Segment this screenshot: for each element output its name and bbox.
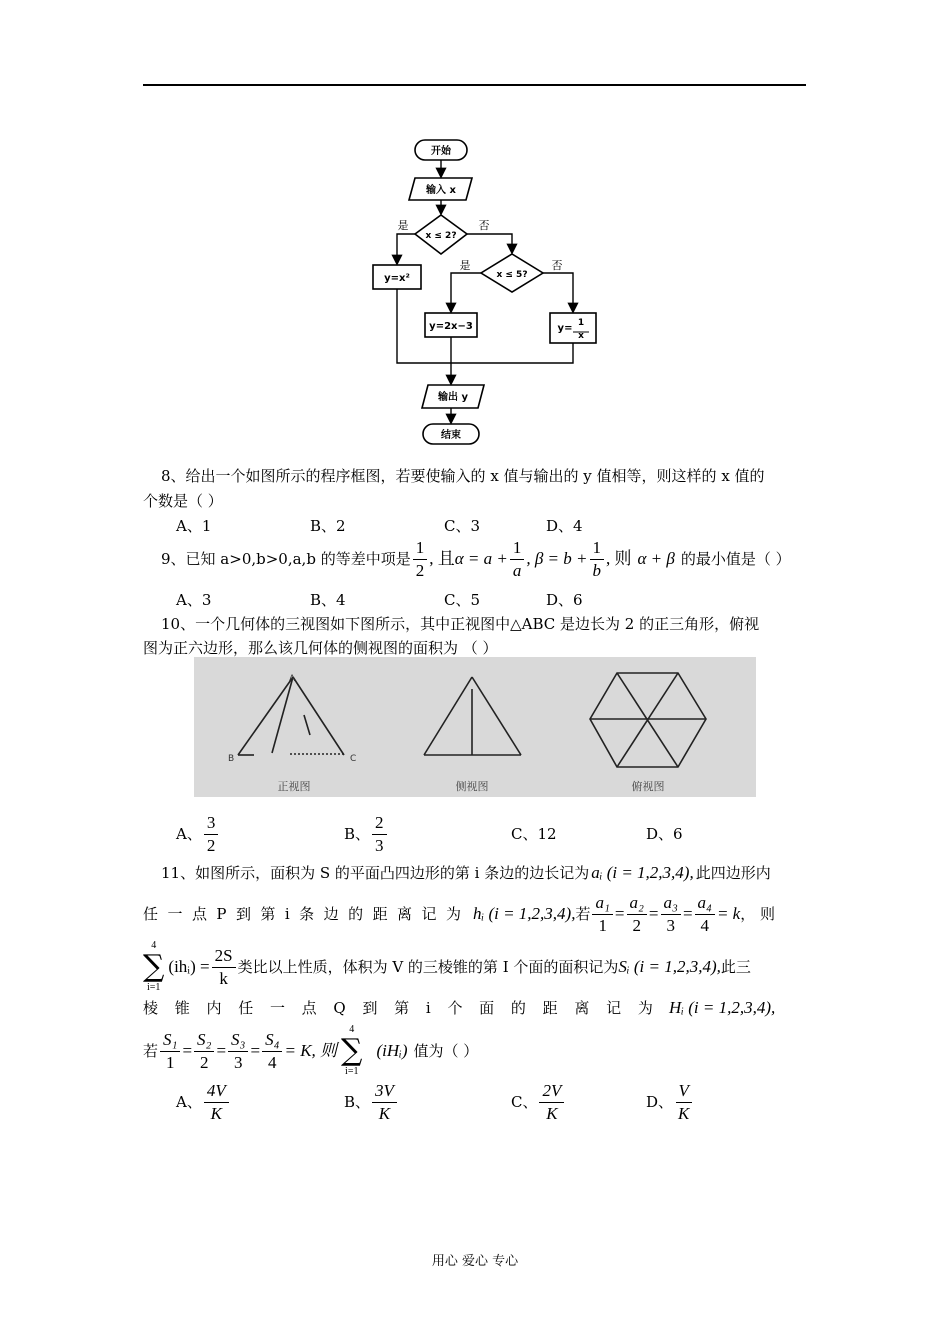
q9-inv-b — [590, 538, 605, 581]
q11-line5-tail: 值为（ ） — [413, 1042, 479, 1060]
q11-option-label: B、 — [344, 1093, 371, 1111]
q11-line2-chars — [143, 904, 461, 924]
q9-inv-a — [510, 538, 525, 581]
flowchart — [360, 130, 610, 450]
header-rule — [143, 84, 806, 86]
q11-line2-char: 的 — [348, 905, 364, 923]
q10-option-b-fraction — [372, 813, 387, 856]
q11-line5 — [143, 1024, 478, 1078]
q11-line3-expr: (ihᵢ) = — [168, 957, 210, 976]
q9-mid1: , 且 — [429, 549, 455, 568]
q10-option-d: D、6 — [646, 825, 683, 843]
q11-line1-tail: 此四边形内 — [695, 864, 771, 882]
flow-yes-1: 是 — [397, 219, 409, 232]
q8-option-b: B、2 — [310, 517, 346, 535]
flow-cond1-text: x ≤ 2? — [425, 231, 457, 241]
q9-half-num: 1 — [413, 538, 428, 560]
q9-alpha-expr: α = a + — [454, 549, 508, 568]
q11-s-ratios — [158, 1030, 284, 1073]
three-view-drawings — [194, 657, 756, 797]
flow-box2-text: y=2x−3 — [429, 321, 473, 332]
q10-option-a-den: 2 — [206, 835, 216, 855]
q9-stem — [161, 536, 791, 582]
q11-line4-char: 记 — [606, 999, 622, 1017]
q11-option-num: 4V — [204, 1081, 229, 1103]
flow-no-2: 否 — [551, 259, 563, 272]
q11-line3-math: Sᵢ (i = 1,2,3,4), — [618, 957, 721, 976]
q11-a-ratio-fraction — [592, 893, 612, 936]
q9-prefix: 9、已知 a>0,b>0,a,b 的等差中项是 — [161, 550, 411, 568]
q11-option-label: D、 — [646, 1093, 674, 1111]
q9-option-d: D、6 — [546, 591, 583, 609]
q11-line2-ze: ， 则 — [740, 905, 776, 923]
q9-option-b: B、4 — [310, 591, 346, 609]
q11-s-ratio-num: S₃ — [228, 1030, 248, 1052]
q10-line2: 图为正六边形，那么该几何体的侧视图的面积为 （ ） — [143, 639, 498, 657]
fig-label-side: 侧视图 — [455, 780, 489, 793]
q11-option-label: A、 — [176, 1093, 202, 1111]
q11-line2-char: P — [216, 905, 227, 923]
q11-a-ratio-fraction — [695, 893, 715, 936]
fig-label-front: 正视图 — [277, 780, 311, 793]
q11-option-a — [176, 1078, 231, 1126]
q11-line2-char: 一 — [167, 905, 183, 923]
flow-box1-text: y=x² — [384, 273, 410, 284]
fig-letter-b: B — [228, 754, 235, 764]
flow-cond2-text: x ≤ 5? — [496, 270, 528, 280]
flow-box3-lhs: y= — [557, 323, 573, 334]
q11-line1 — [161, 860, 771, 886]
fig-letter-c: C — [350, 754, 357, 764]
q11-option-label: C、 — [511, 1093, 538, 1111]
q9-tail2: 的最小值是（ ） — [680, 550, 791, 568]
q11-a-ratio-num: a₂ — [627, 893, 647, 915]
q11-line2-char: 任 — [143, 905, 159, 923]
q11-s-ratio-den: 2 — [199, 1052, 209, 1072]
fig-letter-a: A — [289, 674, 296, 684]
q11-line2-char: 第 — [260, 905, 276, 923]
q9-inv-a-den: a — [512, 560, 522, 580]
flow-end-text: 结束 — [441, 430, 461, 441]
q11-line4-char: 面 — [479, 999, 495, 1017]
q11-option-den: K — [210, 1103, 222, 1123]
q11-option-d — [646, 1078, 694, 1126]
flow-box3-den: x — [578, 331, 584, 341]
q8-option-d: D、4 — [546, 517, 583, 535]
q11-line1-text: 11、如图所示，面积为 S 的平面凸四边形的第 i 条边的边长记为 — [161, 864, 590, 882]
q8-line1: 8、给出一个如图所示的程序框图，若要使输入的 x 值与输出的 y 值相等，则这样的 x 值的 — [161, 467, 765, 485]
q11-line4-char: 一 — [269, 999, 285, 1017]
q11-option-den: K — [546, 1103, 558, 1123]
q10-line1: 10、一个几何体的三视图如下图所示，其中正视图中△ABC 是边长为 2 的正三角形，俯视 — [161, 615, 760, 633]
q11-option-num: V — [676, 1081, 692, 1103]
q11-line4-char: 点 — [301, 999, 317, 1017]
q11-line3-text: 类比以上性质，体积为 V 的三棱锥的第 I 个面的面积记为 — [237, 958, 619, 976]
q9-sum-expr: α + β — [637, 549, 675, 568]
q11-eq-k: = k — [716, 904, 741, 923]
q11-a-ratio-num: a₁ — [592, 893, 612, 915]
q11-option-fraction — [372, 1081, 397, 1124]
q11-line3-tail: 此三 — [720, 958, 751, 976]
q11-a-ratio-num: a₄ — [695, 893, 715, 915]
q10-option-b-num: 2 — [372, 813, 387, 835]
q9-half-den: 2 — [415, 560, 425, 580]
q11-line4-char: 内 — [206, 999, 222, 1017]
q11-a-ratio-den: 2 — [632, 915, 641, 935]
q8-line2: 个数是（ ） — [143, 492, 223, 510]
q11-line2-char: 条 — [299, 905, 315, 923]
q11-line4-char: 的 — [510, 999, 526, 1017]
q11-option-num: 2V — [539, 1081, 564, 1103]
q8-option-c: C、3 — [444, 517, 481, 535]
q11-a-ratio-den: 4 — [700, 915, 709, 935]
q11-line4-char: 个 — [447, 999, 463, 1017]
q11-line4-char: 锥 — [174, 999, 190, 1017]
q11-sum2-top: 4 — [349, 1024, 355, 1035]
q11-line2-ruo: 若 — [575, 905, 591, 923]
q11-a-ratio-den: 3 — [666, 915, 675, 935]
q11-a-ratio-fraction — [661, 893, 681, 936]
q11-2s-over-k — [212, 946, 236, 989]
q11-line4-char: i — [425, 999, 431, 1017]
q11-option-c — [511, 1078, 566, 1126]
q11-a-ratio-fraction — [627, 893, 647, 936]
q11-line4-chars — [143, 998, 653, 1018]
q11-line1-math: aᵢ (i = 1,2,3,4), — [591, 863, 694, 882]
q10-option-b-den: 3 — [375, 835, 384, 855]
q11-s-ratio-den: 3 — [234, 1052, 243, 1072]
flow-start-text: 开始 — [431, 146, 451, 157]
q11-sum1-bot: i=1 — [147, 982, 161, 993]
q11-sum-symbol-1: 4 ∑ i=1 — [143, 940, 165, 993]
q11-a-ratio-equals: = — [614, 904, 625, 923]
q11-s-ratio-equals: = — [250, 1041, 261, 1060]
q11-a-ratio-den: 1 — [598, 915, 607, 935]
q10-option-c: C、12 — [511, 825, 557, 843]
flow-output-text: 输出 y — [438, 392, 468, 403]
q11-s-ratio-num: S₁ — [160, 1030, 180, 1052]
q11-option-num: 3V — [372, 1081, 397, 1103]
q11-option-den: K — [678, 1103, 690, 1123]
q11-option-fraction — [675, 1081, 692, 1124]
q11-line3 — [143, 940, 751, 994]
q11-s-ratio-den: 1 — [165, 1052, 175, 1072]
flow-no-1: 否 — [478, 219, 490, 232]
q10-option-a — [176, 810, 220, 858]
q11-line2 — [143, 891, 806, 937]
q11-sum1-top: 4 — [151, 940, 157, 951]
q9-half-fraction — [413, 538, 428, 581]
page-footer: 用心 爱心 专心 — [431, 1254, 519, 1269]
q11-line4-char: 离 — [574, 999, 590, 1017]
flow-yes-2: 是 — [459, 259, 471, 272]
q11-option-fraction — [204, 1081, 229, 1124]
flow-box3-num: 1 — [577, 318, 585, 328]
q10-option-b — [344, 810, 389, 858]
q9-inv-b-num: 1 — [590, 538, 605, 560]
q9-option-c: C、5 — [444, 591, 481, 609]
q11-eq-K: = K, 则 — [284, 1041, 338, 1060]
q11-line5-expr: (iHᵢ) — [376, 1041, 408, 1060]
q11-line2-char: 距 — [372, 905, 388, 923]
q11-s-ratio-equals: = — [216, 1041, 227, 1060]
q10-option-a-fraction — [204, 813, 219, 856]
q11-line2-math: hᵢ (i = 1,2,3,4), — [473, 904, 576, 923]
q11-line4-char: 为 — [637, 999, 653, 1017]
q11-line4-char: 任 — [238, 999, 254, 1017]
q11-s-ratio-fraction — [228, 1030, 248, 1073]
q10-option-a-label: A、 — [176, 825, 202, 843]
q11-line5-ruo: 若 — [143, 1042, 159, 1060]
q11-option-b — [344, 1078, 399, 1126]
q11-s-ratio-num: S₄ — [262, 1030, 282, 1052]
q11-a-ratios — [590, 893, 716, 936]
q11-line4-char: Q — [333, 999, 346, 1017]
q11-a-ratio-equals: = — [682, 904, 693, 923]
q11-sum2-bot: i=1 — [345, 1066, 359, 1077]
q11-line2-char: 边 — [323, 905, 339, 923]
q11-line2-char: 离 — [397, 905, 413, 923]
q10-option-a-num: 3 — [204, 813, 219, 835]
q11-line4-char: 距 — [542, 999, 558, 1017]
q11-line2-char: 到 — [235, 905, 251, 923]
q11-s-ratio-den: 4 — [268, 1052, 277, 1072]
q11-k: k — [219, 968, 228, 988]
q11-line2-char: 为 — [445, 905, 461, 923]
q11-s-ratio-fraction — [262, 1030, 282, 1073]
q11-s-ratio-fraction — [194, 1030, 214, 1073]
fig-label-top: 俯视图 — [631, 780, 665, 793]
q11-line2-char: i — [284, 905, 290, 923]
flow-input-text: 输入 x — [426, 185, 456, 196]
q9-beta-expr: , β = b + — [526, 549, 588, 568]
q11-option-den: K — [378, 1103, 391, 1123]
q11-line4-char: 第 — [394, 999, 410, 1017]
q9-tail1: , 则 — [606, 549, 632, 568]
q11-s-ratio-num: S₂ — [194, 1030, 214, 1052]
q11-a-ratio-equals: = — [648, 904, 659, 923]
q11-line4-char: 到 — [362, 999, 378, 1017]
q9-option-a: A、3 — [176, 591, 212, 609]
q11-line2-char: 点 — [191, 905, 207, 923]
q11-line4 — [143, 996, 806, 1020]
q10-option-b-label: B、 — [344, 825, 371, 843]
q11-s-ratio-equals: = — [182, 1041, 193, 1060]
q11-2s: 2S — [212, 946, 236, 968]
q11-s-ratio-fraction — [160, 1030, 180, 1073]
q8-option-a: A、1 — [176, 517, 212, 535]
q11-option-fraction — [539, 1081, 564, 1124]
q11-a-ratio-num: a₃ — [661, 893, 681, 915]
q11-line2-char: 记 — [421, 905, 437, 923]
q9-inv-a-num: 1 — [510, 538, 525, 560]
q11-line4-char: 棱 — [143, 999, 159, 1017]
q11-line4-math: Hᵢ (i = 1,2,3,4), — [669, 998, 776, 1017]
q9-inv-b-den: b — [592, 560, 601, 580]
q11-sum-symbol-2: 4 ∑ i=1 — [341, 1024, 363, 1077]
